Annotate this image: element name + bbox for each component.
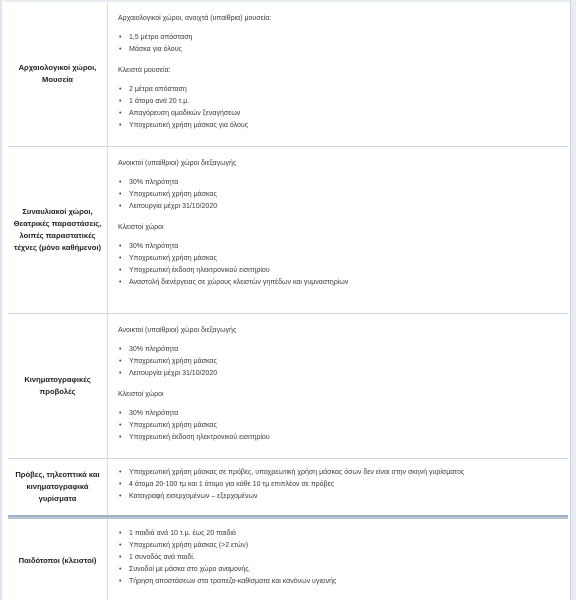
row-category-cell bbox=[8, 2, 108, 146]
section-heading: Κλειστά μουσεία: bbox=[118, 67, 171, 74]
row-category-cell bbox=[8, 519, 108, 600]
list-item: • Συνοδοί με μάσκα στο χώρο αναμονής. bbox=[118, 564, 560, 576]
section-heading: Κλειστοί χώροι bbox=[118, 224, 164, 231]
list-item: • 1 παιδιά ανά 10 τ.μ. έως 20 παιδιά bbox=[118, 528, 560, 540]
list-item: • 4 άτομα 20-100 τμ και 1 άτομο για κάθε 10 τμ επιπλέον σε πρόβες bbox=[118, 479, 560, 491]
measures-list bbox=[118, 241, 560, 289]
row-measures-cell bbox=[108, 314, 568, 458]
list-item: • Υποχρεωτική χρήση μάσκας bbox=[118, 420, 560, 432]
list-item: • Υποχρεωτική χρήση μάσκας bbox=[118, 356, 560, 368]
row-category-cell bbox=[8, 147, 108, 313]
row-category-label: Συναυλιακοί χώροι, Θεατρικές παραστάσεις, λοιπές παραστατικές τέχνες (μόνο καθήμενοι) bbox=[13, 207, 102, 252]
list-item: • Τήρηση αποστάσεων στα τραπεζο-καθίσματα και κανόνων υγιεινής bbox=[118, 576, 560, 588]
row-measures-cell bbox=[108, 2, 568, 146]
measures-list bbox=[118, 177, 560, 213]
section-heading: Ανοικτοί (υπαίθριοι) χώροι διεξαγωγής bbox=[118, 327, 237, 334]
list-item: • 30% πληρότητα bbox=[118, 408, 560, 420]
section-heading: Αρχαιολογικοί χώροι, ανοιχτά (υπαίθρια) μουσεία: bbox=[118, 15, 272, 22]
list-item: • 1 συνοδός ανά παιδί. bbox=[118, 552, 560, 564]
row-category-cell bbox=[8, 314, 108, 458]
row-measures-cell bbox=[108, 459, 568, 515]
table-row bbox=[8, 459, 568, 517]
list-item: • 30% πληρότητα bbox=[118, 177, 560, 189]
list-item: • Υποχρεωτική χρήση μάσκας για όλους bbox=[118, 120, 560, 132]
list-item: • Υποχρεωτική έκδοση ηλεκτρονικού εισιτηρίου bbox=[118, 265, 560, 277]
list-item: • Λειτουργία μέχρι 31/10/2020 bbox=[118, 201, 560, 213]
list-item: • Υποχρεωτική χρήση μάσκας bbox=[118, 253, 560, 265]
list-item: • 2 μέτρα απόσταση bbox=[118, 84, 560, 96]
left-edge-shadow bbox=[0, 0, 3, 600]
table-row bbox=[8, 314, 568, 459]
list-item: • Μάσκα για όλους bbox=[118, 44, 560, 56]
measures-list bbox=[118, 467, 560, 503]
list-item: • Απαγόρευση ομαδικών ξεναγήσεων bbox=[118, 108, 560, 120]
table-row bbox=[8, 517, 568, 600]
measures-list bbox=[118, 84, 560, 132]
measures-list bbox=[118, 408, 560, 444]
section-heading: Κλειστοί χώροι bbox=[118, 391, 164, 398]
list-item: • Υποχρεωτική χρήση μάσκας (>2 ετών) bbox=[118, 540, 560, 552]
list-item: • 30% πληρότητα bbox=[118, 241, 560, 253]
measures-table bbox=[8, 2, 568, 600]
list-item: • 1 άτομο ανά 20 τ.μ. bbox=[118, 96, 560, 108]
section-heading: Ανοικτοί (υπαίθριοι) χώροι διεξαγωγής bbox=[118, 160, 237, 167]
table-row bbox=[8, 2, 568, 147]
list-item: • 1,5 μέτρο απόσταση bbox=[118, 32, 560, 44]
measures-list bbox=[118, 32, 560, 56]
list-item: • Υποχρεωτική έκδοση ηλεκτρονικού εισιτηρίου bbox=[118, 432, 560, 444]
scrollbar-track[interactable] bbox=[570, 0, 576, 600]
row-measures-cell bbox=[108, 519, 568, 600]
row-category-label: Παιδότοποι (κλειστοί) bbox=[18, 555, 97, 565]
list-item: • 30% πληρότητα bbox=[118, 344, 560, 356]
list-item: • Υποχρεωτική χρήση μάσκας σε πρόβες, υποχρεωτική χρήση μάσκας όσων δεν είναι στην σκηνή γυρίσματος bbox=[118, 467, 560, 479]
measures-list bbox=[118, 344, 560, 380]
measures-list bbox=[118, 528, 560, 588]
row-category-label: Πρόβες, τηλεοπτικά και κινηματογραφικά γυρίσματα bbox=[15, 470, 100, 503]
list-item: • Υποχρεωτική χρήση μάσκας bbox=[118, 189, 560, 201]
list-item: • Λειτουργία μέχρι 31/10/2020 bbox=[118, 368, 560, 380]
list-item: • Αναστολή διενέργειας σε χώρους κλειστών γηπέδων και γυμναστηρίων bbox=[118, 277, 560, 289]
row-category-cell bbox=[8, 459, 108, 515]
list-item: • Καταγραφή εισερχομένων – εξερχομένων bbox=[118, 491, 560, 503]
row-category-label: Αρχαιολογικοί χώροι, Μουσεία bbox=[18, 63, 97, 84]
table-row bbox=[8, 147, 568, 314]
row-measures-cell bbox=[108, 147, 568, 313]
row-category-label: Κινηματογραφικές προβολές bbox=[24, 375, 91, 396]
